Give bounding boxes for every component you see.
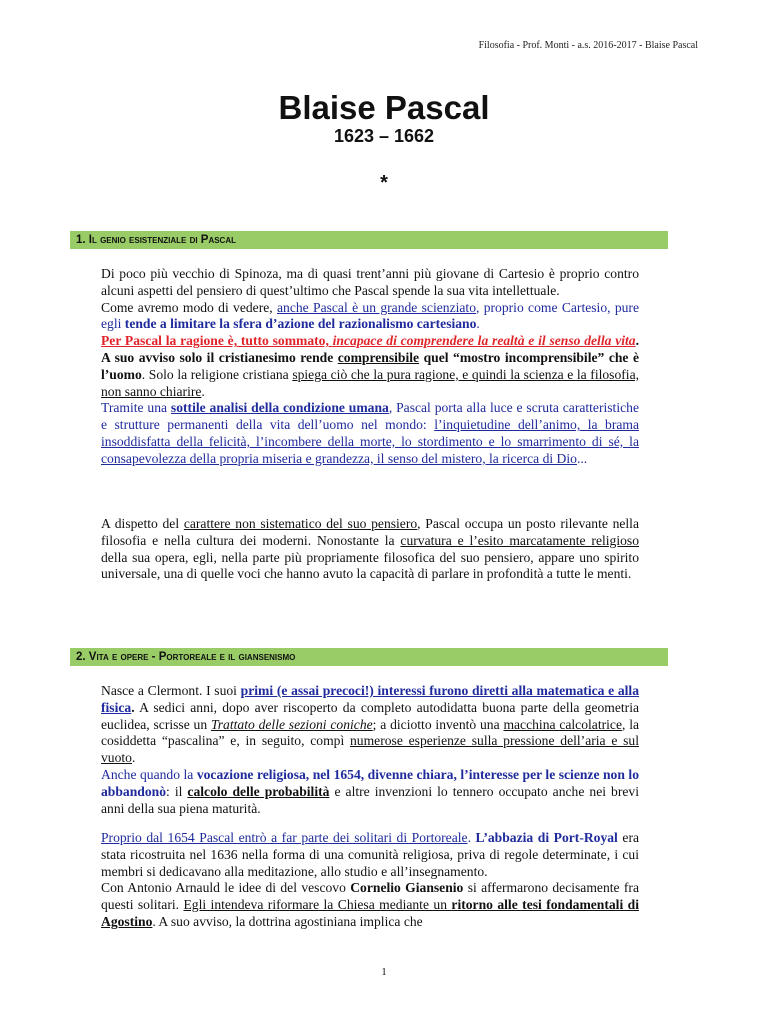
section-1-body-2: [101, 516, 639, 583]
running-header: Filosofia - Prof. Monti - a.s. 2016-2017 - Blaise Pascal: [478, 40, 698, 51]
paragraph: Tramite una sottile analisi della condizione umana, Pascal porta alla luce e scruta caratteristiche e strutture permanenti della vita dell’uomo nel mondo: l’inquietudine dell’animo, la brama insoddisfatta della felicità, l’incombere della morte, lo stordimento e lo smarrimento di sé, la consapevolezza della propria miseria e grandezza, il senso del mistero, la ricerca di Dio...: [101, 400, 639, 466]
paragraph: A dispetto del carattere non sistematico del suo pensiero, Pascal occupa un posto rilevante nella filosofia e nella cultura dei moderni. Nonostante la curvatura e l’esito marcatamente religioso della sua opera, egli, nella parte più propriamente filosofica del suo pensiero, appare uno spirito universale, una di quelle voci che hanno avuto la capacità di parlare in profondità a tutte le menti.: [101, 516, 639, 582]
paragraph: Per Pascal la ragione è, tutto sommato, incapace di comprendere la realtà e il senso della vita. A suo avviso solo il cristianesimo rende comprensibile quel “mostro incomprensibile” che è l’uomo. Solo la religione cristiana spiega ciò che la pura ragione, e quindi la scienza e la filosofia, non sanno chiarire.: [101, 333, 640, 399]
page-number: 1: [381, 966, 387, 978]
section-heading-1: 1. Il genio esistenziale di Pascal: [70, 231, 668, 249]
paragraph: Anche quando la vocazione religiosa, nel 1654, divenne chiara, l’interesse per le scienze non lo abbandonò: il calcolo delle probabilità e altre invenzioni lo tennero occupato anche nei brevi anni della sua piena maturità.: [101, 766, 639, 816]
section-heading-2: 2. Vita e opere - Portoreale e il giansenismo: [70, 648, 668, 666]
paragraph: Proprio dal 1654 Pascal entrò a far parte dei solitari di Portoreale. L’abbazia di Port-Royal era stata ricostruita nel 1636 nella forma di una comunità religiosa, priva di regole determinate, i cui membri si dedicavano alla meditazione, allo studio e all’insegnamento.: [101, 830, 640, 879]
paragraph: Come avremo modo di vedere, anche Pascal è un grande scienziato, proprio come Cartesio, pure egli tende a limitare la sfera d’azione del razionalismo cartesiano.: [101, 299, 639, 332]
paragraph: Con Antonio Arnauld le idee di del vescovo Cornelio Giansenio si affermarono decisamente fra questi solitari. Egli intendeva riformare la Chiesa mediante un ritorno alle tesi fondamentali di Agostino. A suo avviso, la dottrina agostiniana implica che: [101, 880, 639, 929]
paragraph: Nasce a Clermont. I suoi primi (e assai precoci!) interessi furono diretti alla matematica e alla fisica. A sedici anni, dopo aver riscoperto da completo autodidatta buona parte della geometria euclidea, scrisse un Trattato delle sezioni coniche; a diciotto inventò una macchina calcolatrice, la cosiddetta “pascalina” e, in seguito, compì numerose esperienze sulla pressione dell’aria e sul vuoto.: [101, 683, 640, 766]
section-2-body-2: [101, 830, 639, 931]
separator-star: *: [380, 172, 388, 194]
page-title: Blaise Pascal: [278, 89, 490, 126]
paragraph: Di poco più vecchio di Spinoza, ma di quasi trent’anni più giovane di Cartesio è proprio contro alcuni aspetti del pensiero di quest’ultimo che Pascal spende la sua vita intellettuale.: [101, 266, 639, 298]
page-subtitle-years: 1623 – 1662: [333, 126, 435, 146]
section-2-body: [101, 683, 639, 817]
section-1-body: [101, 266, 639, 468]
